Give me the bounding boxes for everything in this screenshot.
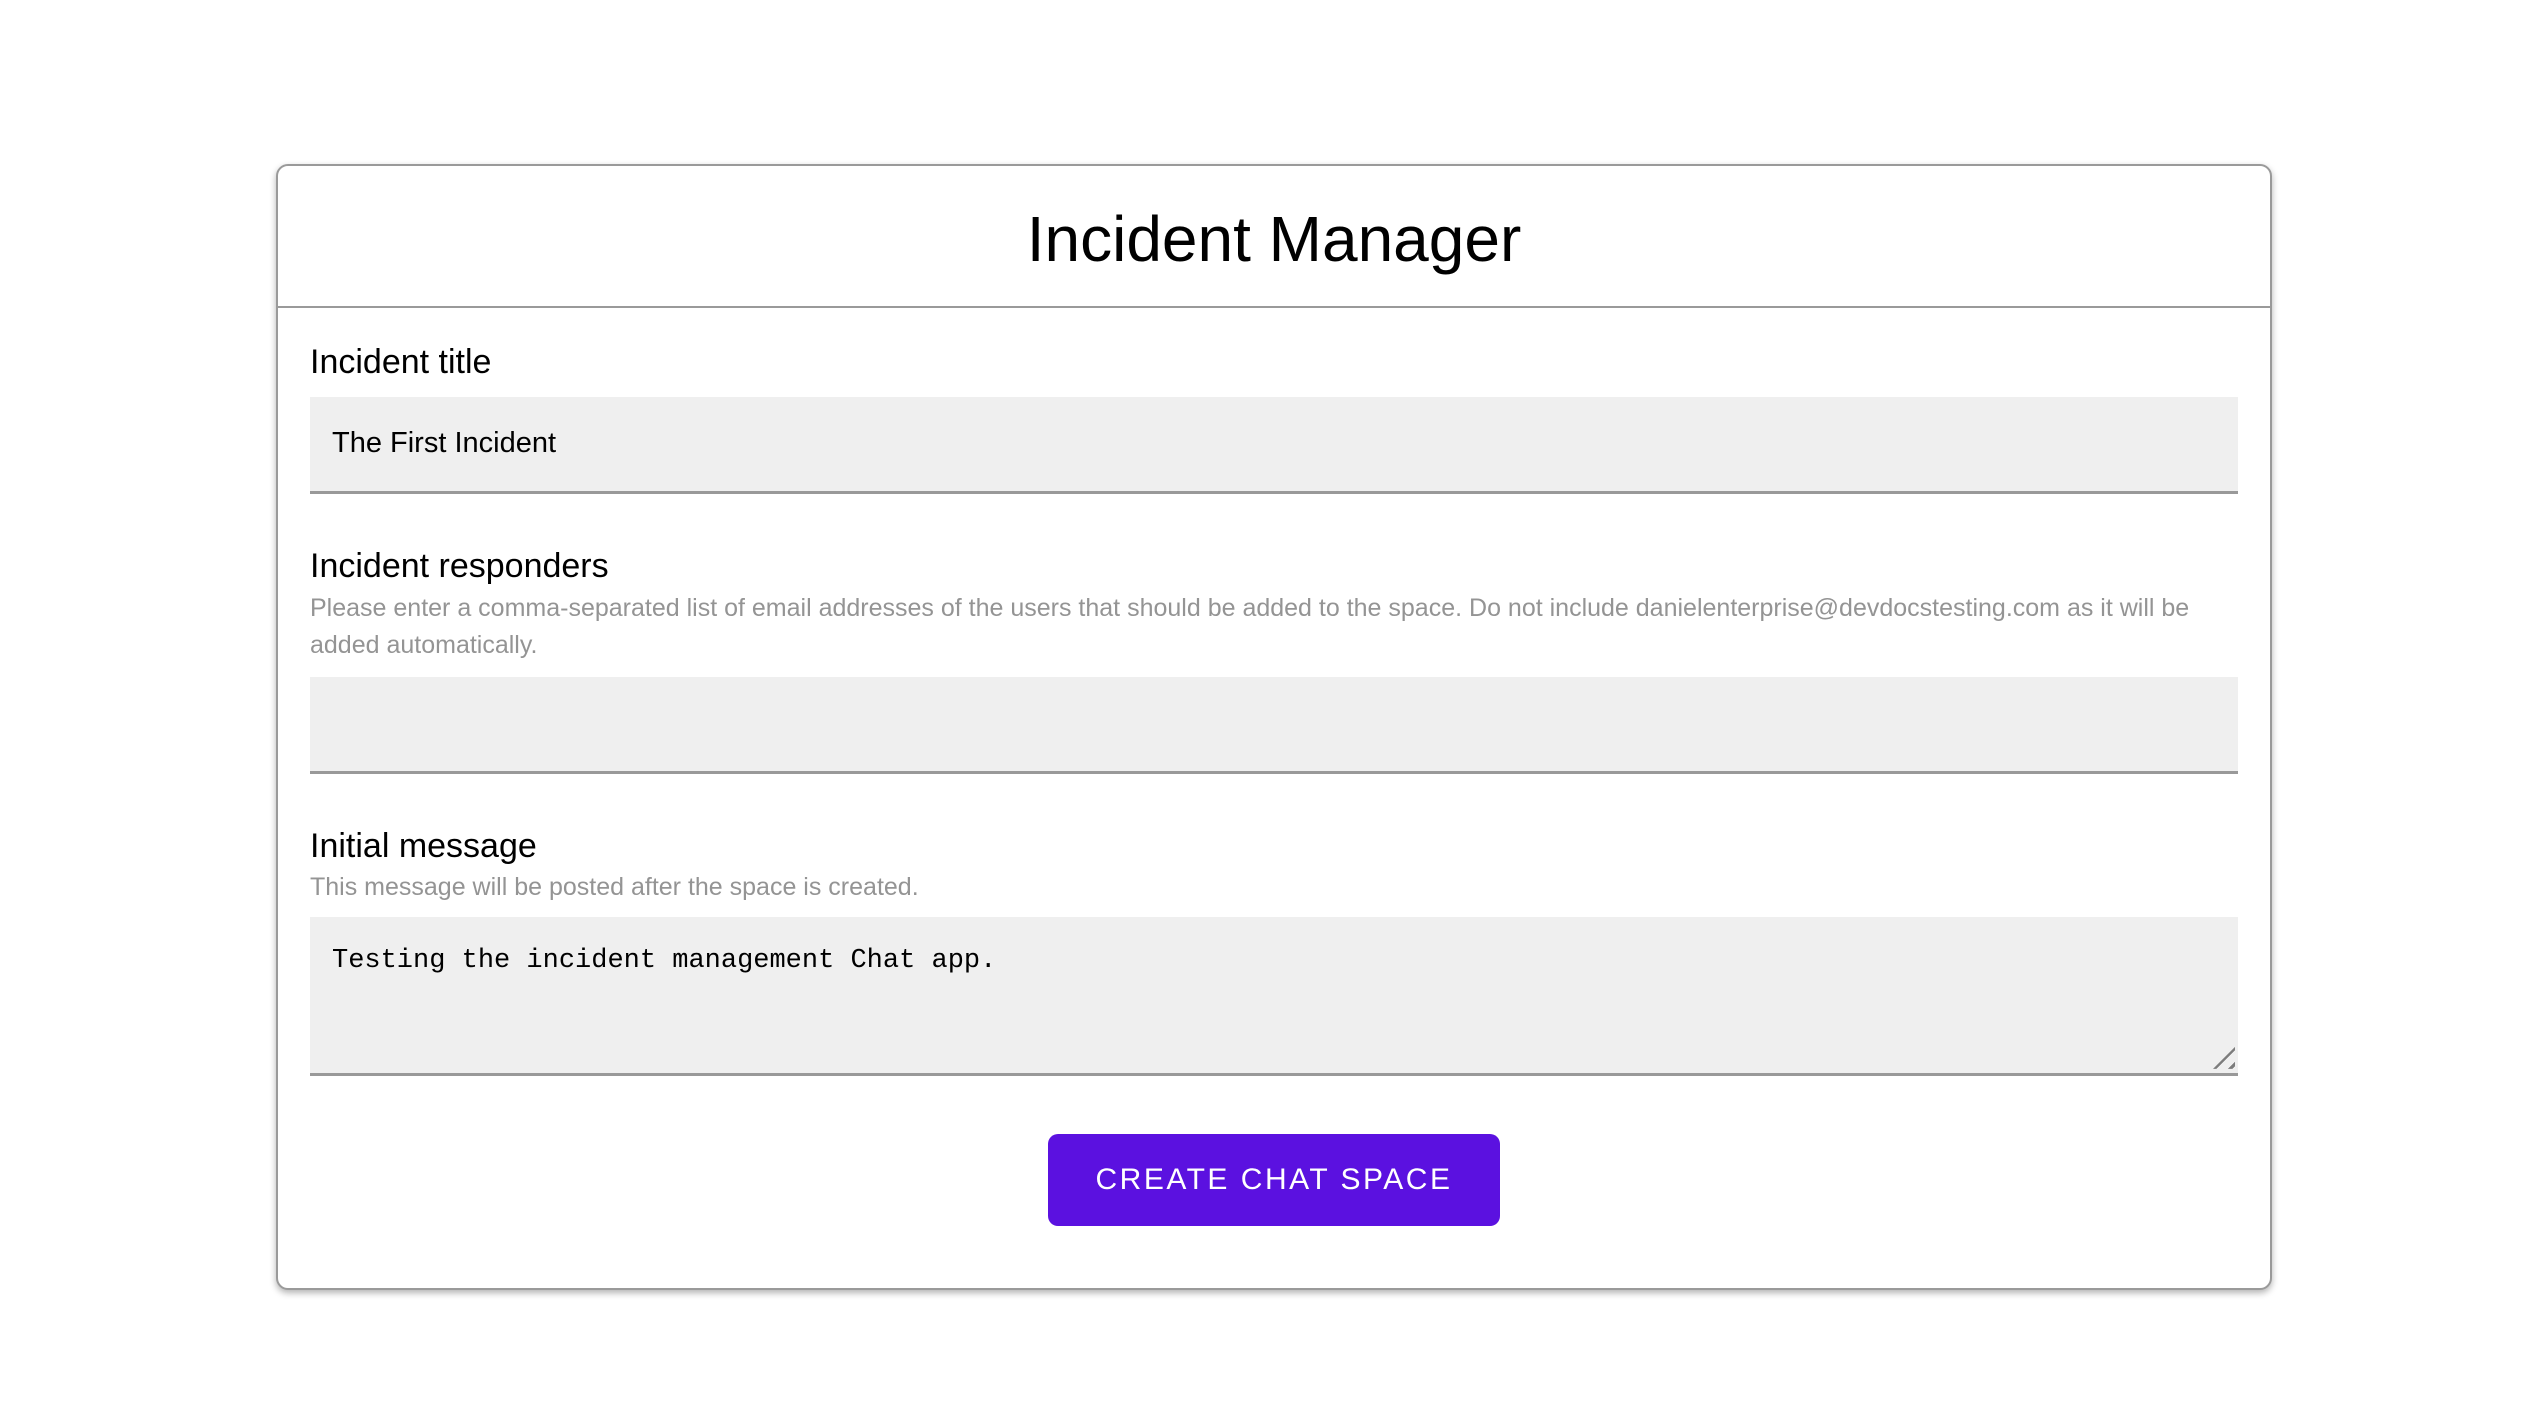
incident-title-field-group [310, 342, 2238, 494]
incident-responders-label: Incident responders [310, 546, 609, 585]
incident-responders-help-text: Please enter a comma-separated list of email addresses of the users that should be added to the space. Do not include danielenterprise@devdocstesting.com as it will be added automatically. [310, 593, 2190, 660]
incident-title-label: Incident title [310, 343, 492, 381]
incident-manager-card [276, 164, 2272, 1290]
create-chat-space-button[interactable]: CREATE CHAT SPACE [1048, 1134, 1500, 1226]
incident-responders-input[interactable] [310, 677, 2238, 774]
card-header [278, 166, 2270, 308]
initial-message-help-text: This message will be posted after the space is created. [310, 873, 919, 902]
initial-message-textarea-wrap [310, 917, 2238, 1076]
initial-message-field-group [310, 826, 2238, 1076]
page-title: Incident Manager [1026, 203, 1522, 275]
submit-row [310, 1134, 2238, 1226]
initial-message-label: Initial message [310, 826, 537, 865]
incident-form [278, 308, 2270, 1288]
initial-message-textarea[interactable] [310, 917, 2238, 1076]
incident-title-input[interactable] [310, 397, 2238, 494]
incident-responders-field-group [310, 546, 2238, 774]
